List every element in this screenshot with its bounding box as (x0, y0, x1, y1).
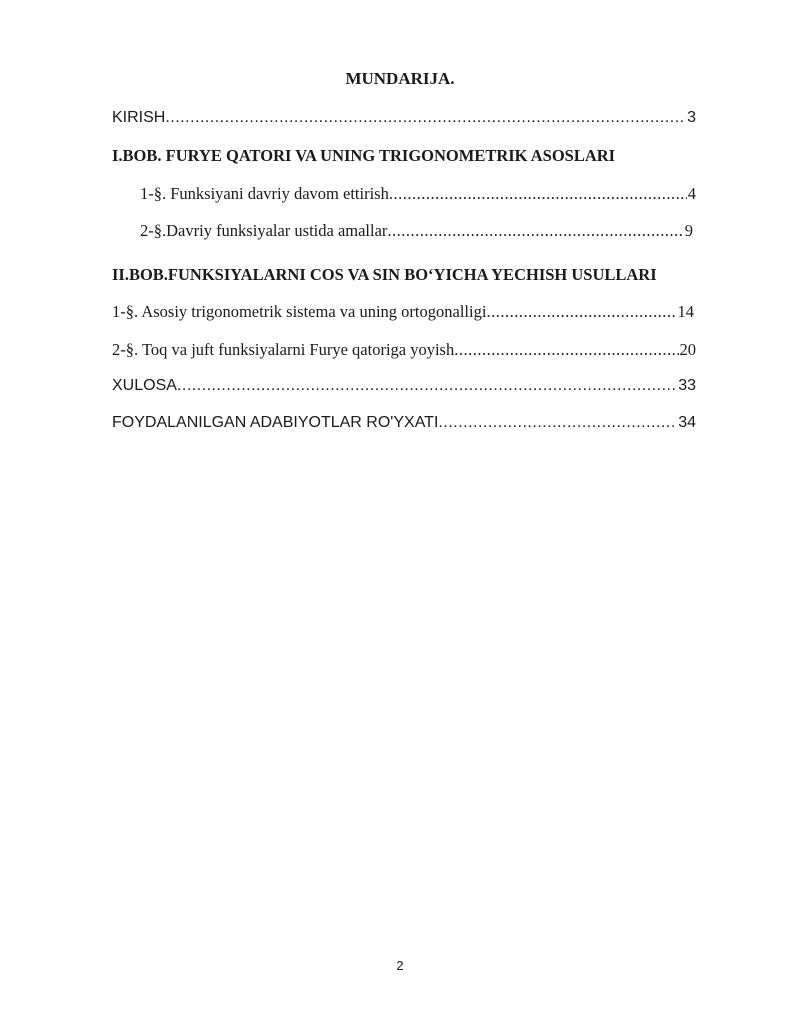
dot-leader (486, 302, 676, 322)
toc-entry-section-2-2 (112, 340, 696, 360)
chapter-1-heading: I.BOB. FURYE QATORI VA UNING TRIGONOMETRIK ASOSLARI (112, 146, 616, 165)
toc-entry-adabiyotlar (112, 414, 696, 432)
toc-entry-page: 34 (678, 414, 696, 431)
toc-entry-section-1-1 (140, 184, 696, 204)
toc-entry-label: KIRISH (112, 109, 166, 126)
toc-entry-section-2-1 (112, 302, 694, 322)
dot-leader (389, 184, 687, 204)
toc-entry-label: 1-§. Asosiy trigonometrik sistema va uning ortogonalligi (112, 302, 487, 321)
dot-leader (438, 414, 677, 432)
dot-leader (177, 377, 677, 395)
chapter-2-heading: II.BOB.FUNKSIYALARNI COS VA SIN BO‘YICHA YECHISH USULLARI (112, 265, 657, 284)
toc-entry-kirish (112, 109, 696, 127)
toc-entry-page: 4 (687, 184, 696, 203)
toc-entry-section-1-2 (140, 221, 693, 241)
page-number: 2 (396, 958, 404, 973)
toc-entry-label: 2-§.Davriy funksiyalar ustida amallar (140, 221, 388, 240)
dot-leader (454, 340, 678, 360)
toc-entry-label: XULOSA (112, 377, 177, 394)
dot-leader (387, 221, 683, 241)
toc-title: MUNDARIJA. (345, 69, 455, 88)
toc-entry-label: 1-§. Funksiyani davriy davom ettirish (140, 184, 389, 203)
toc-entry-page: 20 (679, 340, 696, 359)
toc-entry-page: 3 (687, 109, 696, 126)
toc-entry-label: 2-§. Toq va juft funksiyalarni Furye qatoriga yoyish (112, 340, 455, 359)
toc-entry-page: 14 (677, 302, 694, 321)
dot-leader (165, 109, 686, 127)
toc-entry-label: FOYDALANILGAN ADABIYOTLAR RO'YXATI (112, 414, 439, 431)
toc-entry-page: 33 (678, 377, 696, 394)
toc-entry-xulosa (112, 377, 696, 395)
toc-entry-page: 9 (684, 221, 693, 240)
